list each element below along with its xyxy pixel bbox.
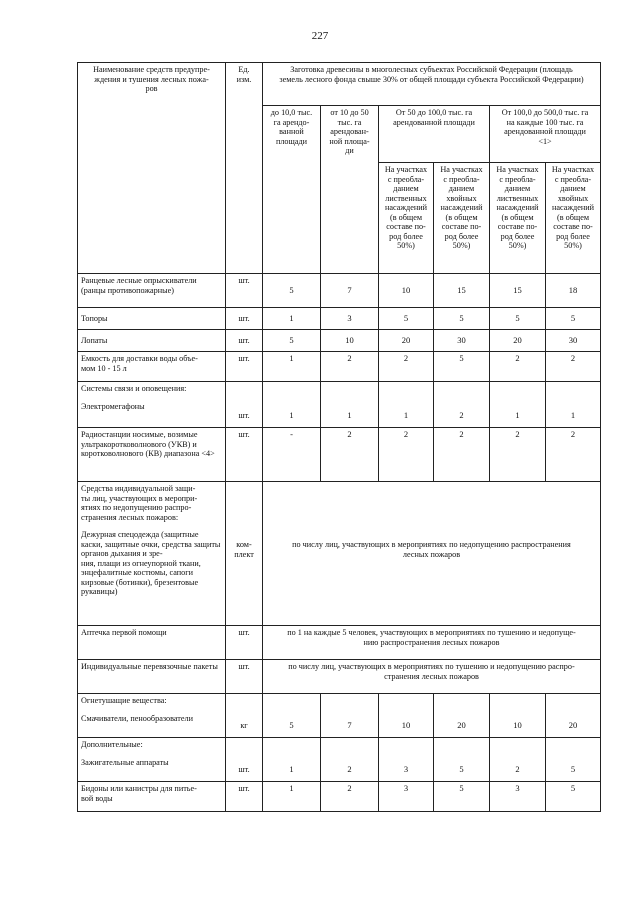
row-value: 10 <box>321 330 379 352</box>
page-number: 227 <box>311 30 329 42</box>
row-value: 2 <box>321 352 379 382</box>
row-item-name: Смачиватели, пенообразователи <box>81 713 193 723</box>
table-row <box>78 308 601 330</box>
row-value: 10 <box>379 694 434 738</box>
row-value: 2 <box>434 382 490 428</box>
row-value: 3 <box>379 782 434 812</box>
table-row <box>78 274 601 308</box>
row-value: 1 <box>263 782 321 812</box>
row-unit <box>226 482 263 626</box>
header-row-1 <box>78 63 601 106</box>
row-value: 5 <box>434 738 490 782</box>
row-value: 5 <box>379 308 434 330</box>
header-unit: Ед. изм. <box>226 63 263 274</box>
row-unit: кг <box>226 694 263 738</box>
row-unit: шт. <box>226 660 263 694</box>
header-g3: От 50 до 100,0 тыс. га арендованной площади <box>379 106 490 163</box>
row-value: 5 <box>546 738 601 782</box>
row-item-name: Зажигательные аппараты <box>81 757 169 767</box>
row-value: 2 <box>490 738 546 782</box>
header-g2: от 10 до 50 тыс. га арендован- ной площа- ди <box>321 106 379 274</box>
header-g4: От 100,0 до 500,0 тыс. га на каждые 100 тыс. га арендованной площади <1> <box>490 106 601 163</box>
row-merged-value <box>263 482 601 626</box>
table-row <box>78 482 601 626</box>
row-unit: шт. <box>226 352 263 382</box>
row-value: 2 <box>490 428 546 482</box>
row-value: 1 <box>321 382 379 428</box>
row-value: 5 <box>434 352 490 382</box>
row-value: 3 <box>321 308 379 330</box>
row-value: 20 <box>379 330 434 352</box>
row-name: Радиостанции носимые, возимые ультракоротковолнового (УКВ) и коротковолнового (КВ) диапазона <4> <box>78 428 226 482</box>
row-value: 1 <box>263 308 321 330</box>
row-value: 2 <box>379 428 434 482</box>
row-unit: шт. <box>226 626 263 660</box>
row-value: 1 <box>546 382 601 428</box>
row-value: 7 <box>321 694 379 738</box>
row-value: - <box>263 428 321 482</box>
row-value: 5 <box>263 330 321 352</box>
row-merged-value: по числу лиц, участвующих в мероприятиях по тушению и недопущению распро- странения лесных пожаров <box>263 660 601 694</box>
row-value: 1 <box>379 382 434 428</box>
row-value: 30 <box>434 330 490 352</box>
row-value: 20 <box>434 694 490 738</box>
row-value: 5 <box>546 308 601 330</box>
header-name: Наименование средств предупре- ждения и тушения лесных пожа- ров <box>78 63 226 274</box>
row-item-name: Дежурная спецодежда (защитные каски, защитные очки, средства защиты органов дыхания и зре- ния, плащи из огнеупорной ткани, энцефалитные костюмы, сапоги кирзовые (ботинки), брезентовые рукавицы) <box>81 530 221 597</box>
row-value: 2 <box>434 428 490 482</box>
row-item-name: Электромегафоны <box>81 401 145 411</box>
row-section-title: Системы связи и оповещения: <box>81 384 187 393</box>
header-main-group: Заготовка древесины в многолесных субъектах Российской Федерации (площадь земель лесного фонда свыше 30% от общей площади субъекта Российской Федерации) <box>263 63 601 106</box>
row-value: 1 <box>263 352 321 382</box>
row-name <box>78 694 226 738</box>
row-value: 1 <box>263 382 321 428</box>
row-unit: шт. <box>226 308 263 330</box>
row-name: Топоры <box>78 308 226 330</box>
row-value: 2 <box>490 352 546 382</box>
row-section-title: Средства индивидуальной защи- ты лиц, участвующих в меропри- ятиях по недопущению распро- странения лесных пожаров: <box>81 484 198 522</box>
row-name: Бидоны или канистры для питье- вой воды <box>78 782 226 812</box>
row-unit: шт. <box>226 782 263 812</box>
row-unit: шт. <box>226 738 263 782</box>
row-value: 3 <box>490 782 546 812</box>
table-row <box>78 626 601 660</box>
table-row <box>78 352 601 382</box>
row-value: 5 <box>546 782 601 812</box>
row-name <box>78 382 226 428</box>
row-value: 2 <box>379 352 434 382</box>
row-section-title: Огнетушащие вещества: <box>81 696 167 705</box>
row-unit: шт. <box>226 382 263 428</box>
row-section-title: Дополнительные: <box>81 740 143 749</box>
row-name: Ранцевые лесные опрыскиватели (ранцы противопожарные) <box>78 274 226 308</box>
row-value: 5 <box>490 308 546 330</box>
row-value: 1 <box>263 738 321 782</box>
row-value: 5 <box>434 782 490 812</box>
row-value: 5 <box>263 694 321 738</box>
row-value: 1 <box>490 382 546 428</box>
row-merged-text: по числу лиц, участвующих в мероприятиях по недопущению распространения лесных пожаров <box>292 540 571 559</box>
row-unit: шт. <box>226 274 263 308</box>
row-value: 2 <box>321 428 379 482</box>
row-value: 7 <box>321 274 379 308</box>
row-name: Лопаты <box>78 330 226 352</box>
row-value: 15 <box>434 274 490 308</box>
row-value: 15 <box>490 274 546 308</box>
row-name <box>78 738 226 782</box>
row-value: 10 <box>379 274 434 308</box>
header-g3-conifer: На участках с преобла- данием хвойных насаждений (в общем составе по- род более 50%) <box>434 163 490 274</box>
row-value: 20 <box>546 694 601 738</box>
row-value: 2 <box>321 738 379 782</box>
row-value: 5 <box>263 274 321 308</box>
row-value: 20 <box>490 330 546 352</box>
row-name: Емкость для доставки воды объе- мом 10 - 15 л <box>78 352 226 382</box>
row-value: 2 <box>321 782 379 812</box>
row-unit: шт. <box>226 330 263 352</box>
table-row <box>78 694 601 738</box>
row-value: 18 <box>546 274 601 308</box>
table-row <box>78 660 601 694</box>
header-g1: до 10,0 тыс. га арендо- ванной площади <box>263 106 321 274</box>
row-unit-text: ком- плект <box>234 540 254 559</box>
table-row <box>78 382 601 428</box>
row-value: 2 <box>546 428 601 482</box>
row-value: 30 <box>546 330 601 352</box>
table-row <box>78 330 601 352</box>
row-value: 3 <box>379 738 434 782</box>
header-g4-conifer: На участках с преобла- данием хвойных насаждений (в общем составе по- род более 50%) <box>546 163 601 274</box>
header-g4-deciduous: На участках с преобла- данием лиственных насаждений (в общем составе по- род более 50%) <box>490 163 546 274</box>
table-row <box>78 782 601 812</box>
row-name <box>78 482 226 626</box>
row-value: 5 <box>434 308 490 330</box>
table-row <box>78 428 601 482</box>
row-value: 10 <box>490 694 546 738</box>
fire-equipment-table <box>77 62 601 812</box>
row-merged-value: по 1 на каждые 5 человек, участвующих в мероприятиях по тушению и недопуще- нию распространения лесных пожаров <box>263 626 601 660</box>
header-g3-deciduous: На участках с преобла- данием лиственных насаждений (в общем составе по- род более 50%) <box>379 163 434 274</box>
row-unit: шт. <box>226 428 263 482</box>
row-name: Индивидуальные перевязочные пакеты <box>78 660 226 694</box>
row-value: 2 <box>546 352 601 382</box>
row-name: Аптечка первой помощи <box>78 626 226 660</box>
table-row <box>78 738 601 782</box>
